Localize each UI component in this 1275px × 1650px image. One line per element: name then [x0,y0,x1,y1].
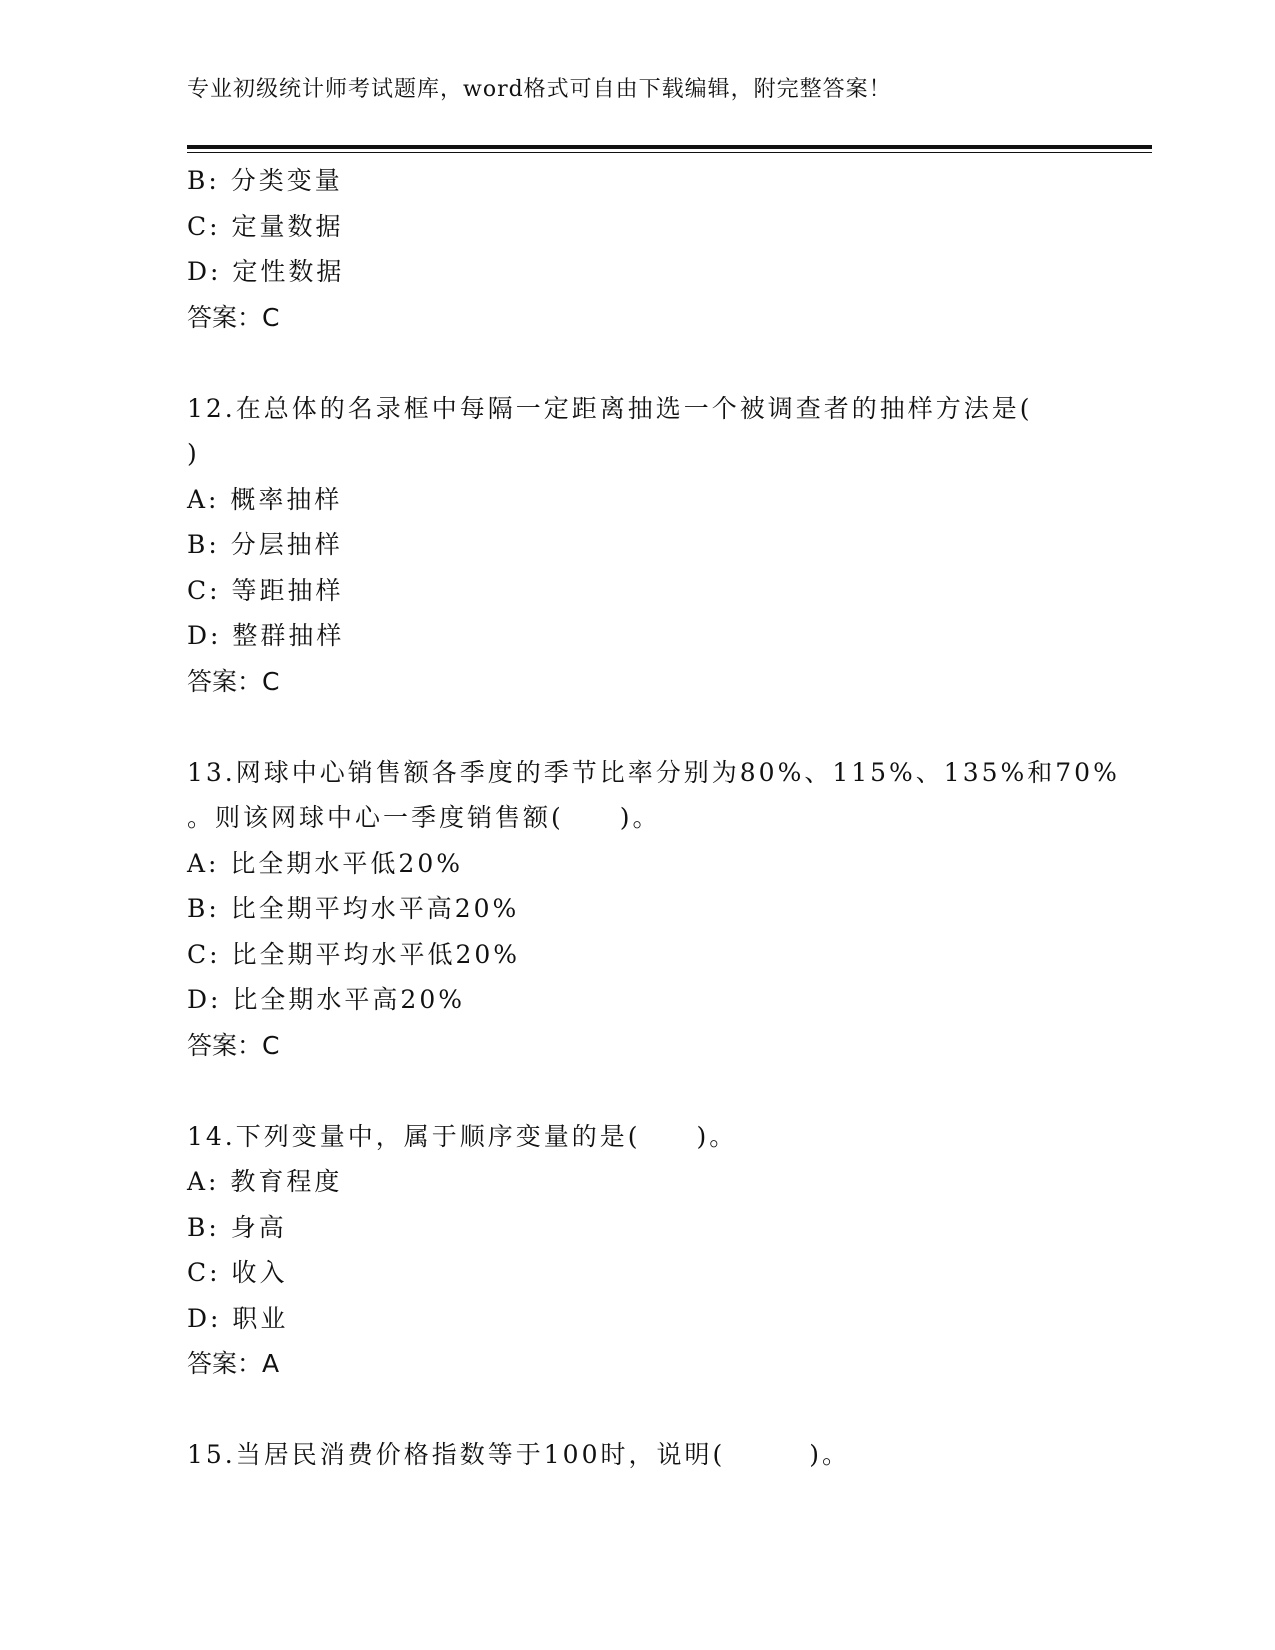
q11-answer: 答案：C [187,302,280,332]
question-14 [187,1114,1147,1387]
q14-option-a: A: 教育程度 [187,1167,343,1196]
q14-stem-line-1: 14.下列变量中，属于顺序变量的是( )。 [187,1121,738,1151]
q12-option-c: C: 等距抽样 [187,575,344,605]
q13-stem-line-2: 。则该网球中心一季度销售额( )。 [187,803,661,832]
question-13 [187,750,1147,1069]
q13-answer: 答案：C [187,1030,280,1060]
q12-stem-line-2: ) [187,439,200,468]
question-content [187,158,1147,1478]
q12-answer: 答案：C [187,666,280,696]
q14-option-b: B: 身高 [187,1212,287,1242]
page-header: 专业初级统计师考试题库，word格式可自由下载编辑，附完整答案！ [187,77,892,102]
spacer [187,1068,1147,1114]
question-12 [187,386,1147,705]
q14-option-d: D: 职业 [187,1303,289,1333]
q14-answer: 答案：A [187,1349,280,1378]
header-rule-thin [187,152,1152,153]
q11-option-c: C: 定量数据 [187,211,344,241]
q13-option-a: A: 比全期水平低20% [187,848,463,878]
question-15 [187,1432,1147,1478]
spacer [187,704,1147,750]
q12-stem-line-1: 12.在总体的名录框中每隔一定距离抽选一个被调查者的抽样方法是( [187,393,1033,423]
q13-option-d: D: 比全期水平高20% [187,985,465,1014]
q15-stem-line-1: 15.当居民消费价格指数等于100时，说明( )。 [187,1440,850,1469]
q12-option-d: D: 整群抽样 [187,621,345,650]
question-11 [187,158,1147,340]
q14-option-c: C: 收入 [187,1258,288,1287]
header-rule-thick [187,145,1152,149]
q11-option-d: D: 定性数据 [187,257,345,286]
q13-stem-line-1: 13.网球中心销售额各季度的季节比率分别为80%、115%、135%和70% [187,757,1120,787]
spacer [187,340,1147,386]
q13-option-b: B: 比全期平均水平高20% [187,894,520,923]
q13-option-c: C: 比全期平均水平低20% [187,939,521,969]
q12-option-b: B: 分层抽样 [187,530,343,559]
spacer [187,1387,1147,1433]
q11-option-b: B: 分类变量 [187,166,343,195]
q12-option-a: A: 概率抽样 [187,484,343,514]
